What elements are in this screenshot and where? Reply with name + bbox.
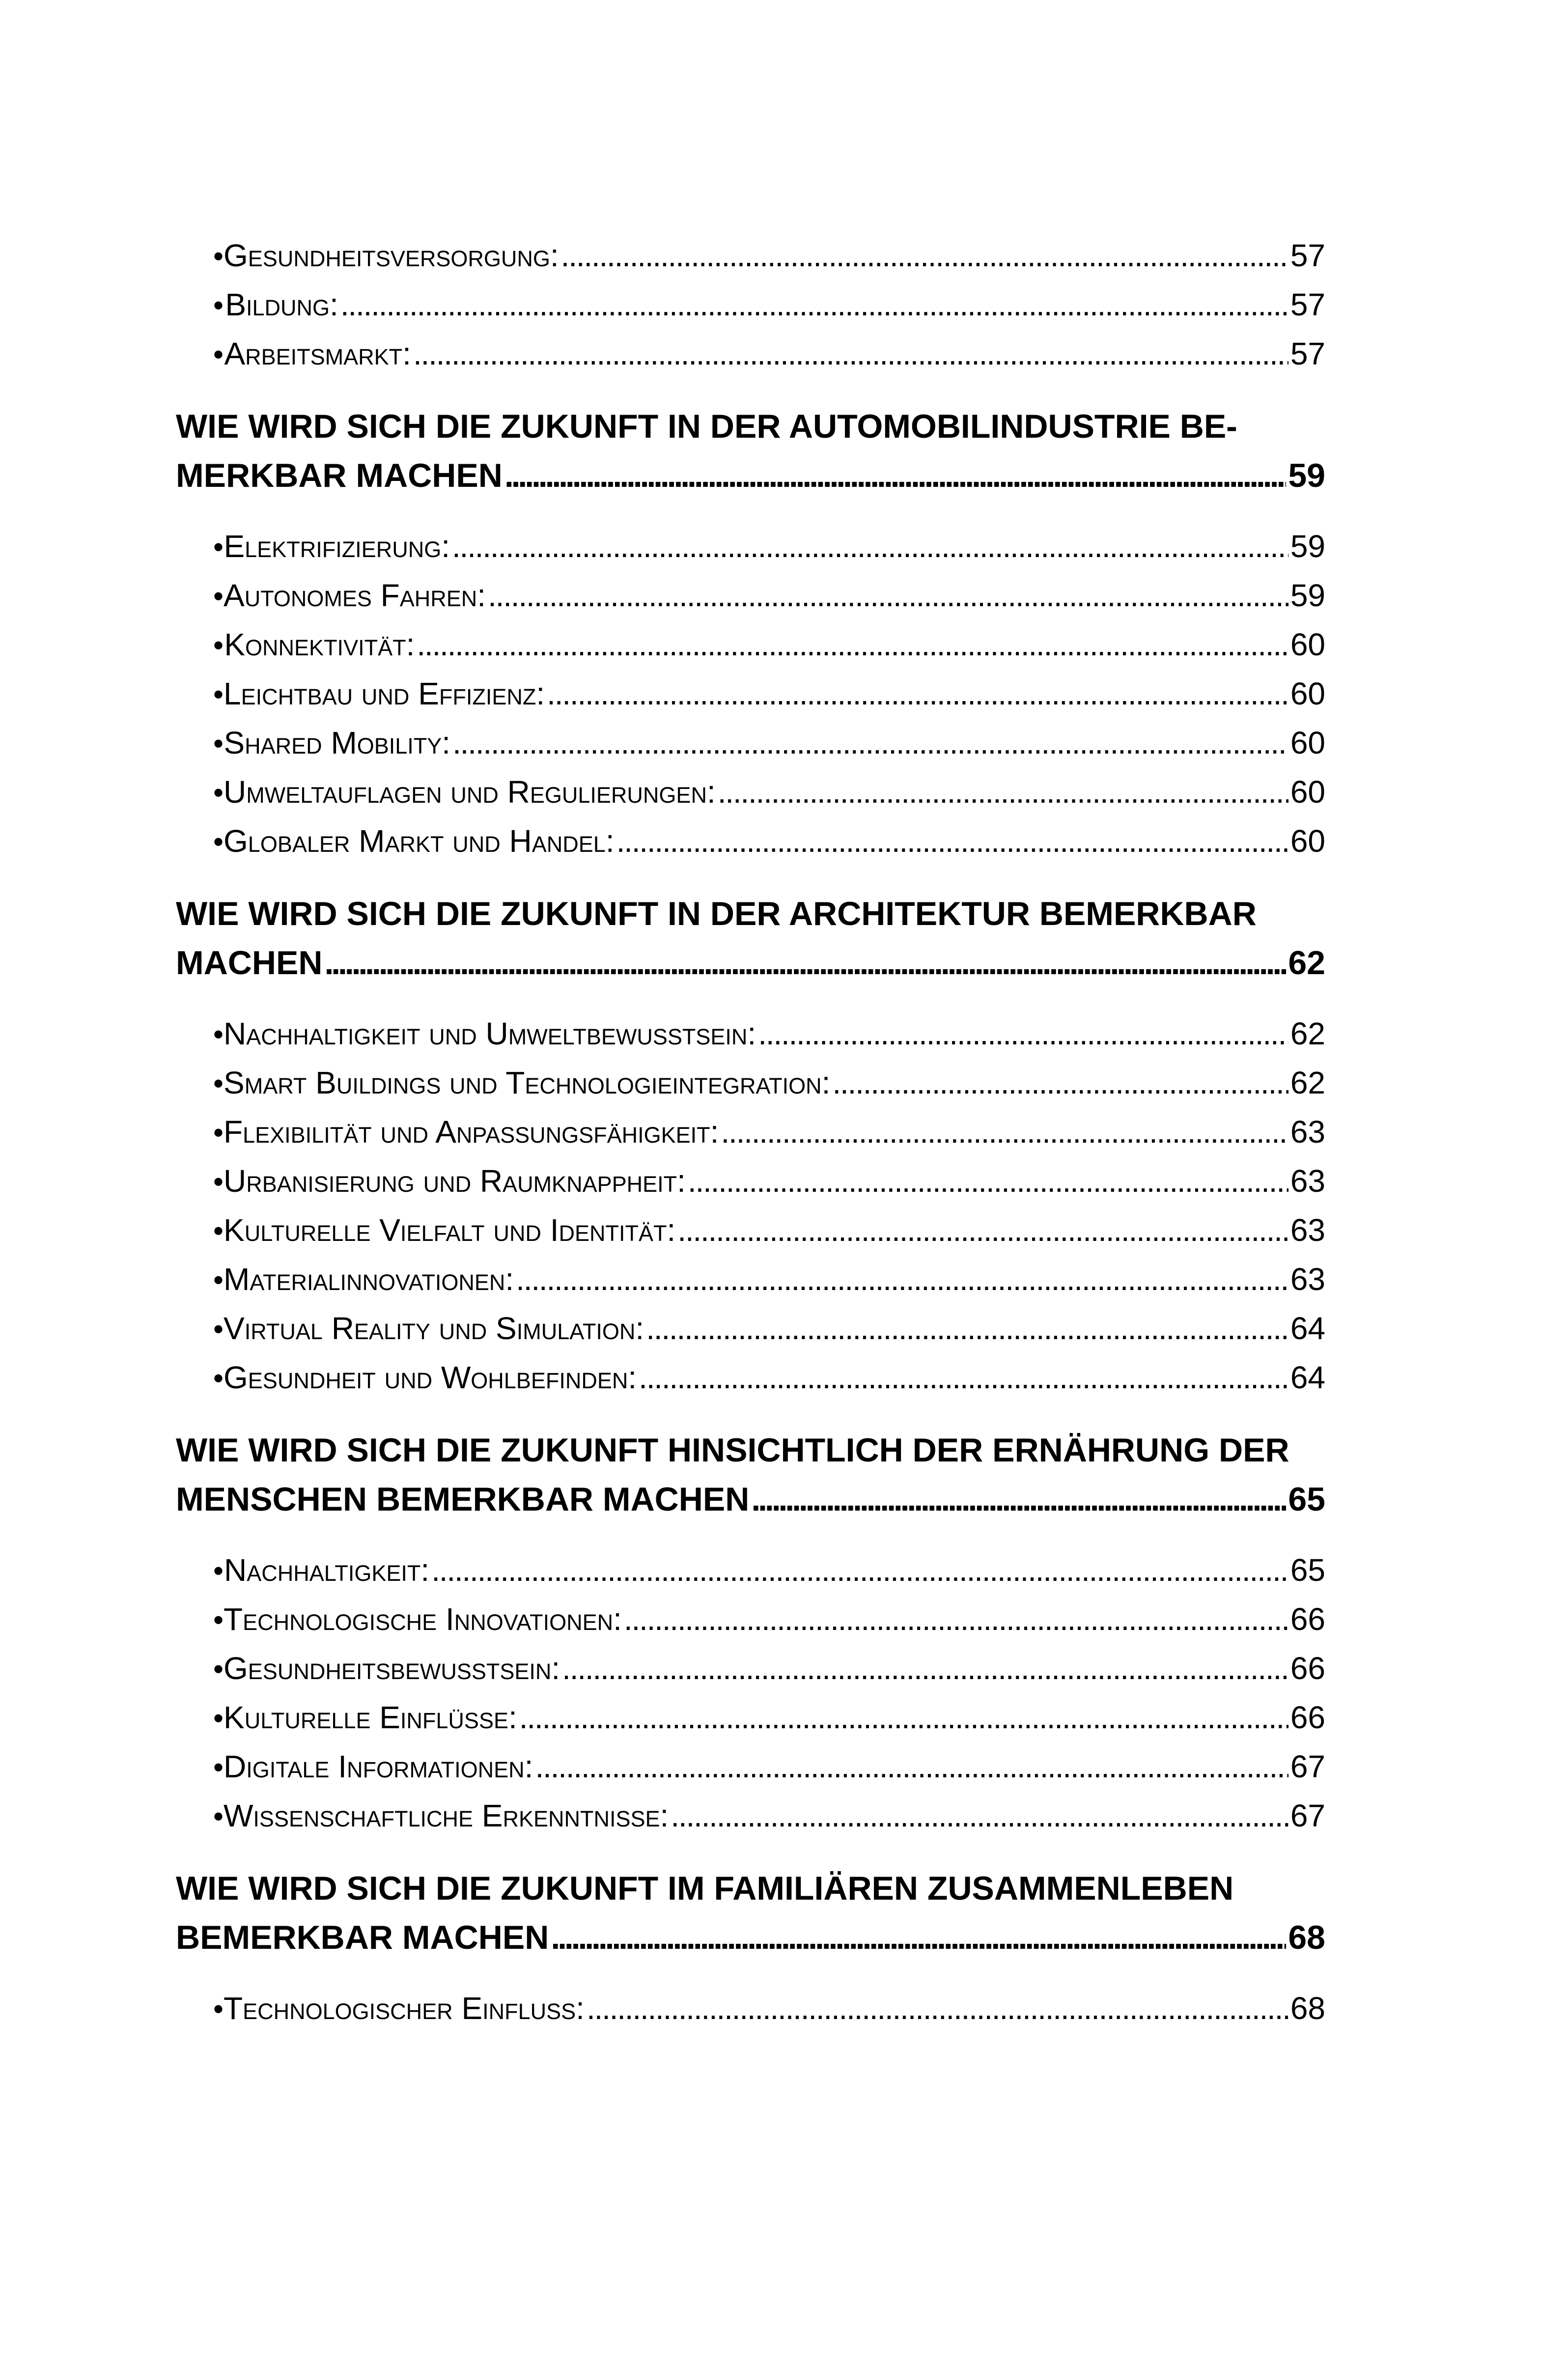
dot-leader	[452, 522, 1288, 571]
dot-leader	[646, 1304, 1288, 1353]
toc-sub-entry[interactable]	[176, 1742, 1325, 1791]
toc-sub-label: Kulturelle Einflüsse:	[224, 1700, 517, 1735]
toc-sub-label: Digitale Informationen:	[224, 1749, 533, 1784]
toc-sub-label: Leichtbau und Effizienz:	[224, 676, 545, 711]
dot-leader	[721, 1107, 1288, 1156]
toc-page-number: 67	[1290, 1798, 1325, 1833]
toc-sub-label: Bildung:	[225, 287, 338, 322]
toc-page-number: 63	[1290, 1114, 1325, 1150]
toc-sub-label: Gesundheitsbewusstsein:	[224, 1651, 560, 1686]
bullet-icon: •	[213, 338, 224, 371]
bullet-icon: •	[213, 727, 224, 760]
toc-page-number: 57	[1290, 238, 1325, 273]
toc-sub-label: Technologische Innovationen:	[224, 1601, 622, 1637]
bullet-icon: •	[213, 1313, 224, 1346]
dot-leader	[431, 1545, 1288, 1595]
toc-chapter-title-line2-row	[176, 1475, 1325, 1524]
bullet-icon: •	[213, 825, 224, 858]
dot-leader	[547, 669, 1288, 718]
bullet-icon: •	[213, 1116, 224, 1149]
toc-chapter-title-line2-row	[176, 1913, 1325, 1962]
dot-leader	[452, 718, 1288, 767]
bullet-icon: •	[213, 1653, 224, 1685]
toc-sub-label: Smart Buildings und Technologieintegration:	[224, 1065, 831, 1100]
bullet-icon: •	[213, 1993, 224, 2025]
dot-leader	[417, 620, 1288, 669]
toc-page-number: 59	[1290, 529, 1325, 564]
dot-leader	[718, 767, 1288, 816]
toc-sub-entry[interactable]	[176, 329, 1325, 378]
toc-sub-label: Elektrifizierung:	[224, 529, 450, 564]
bullet-icon: •	[213, 1603, 224, 1636]
toc-sub-label: Nachhaltigkeit und Umweltbewusstsein:	[224, 1016, 756, 1051]
dot-leader	[758, 1009, 1288, 1058]
toc-sub-entry[interactable]	[176, 816, 1325, 866]
toc-chapter-title-line2: BEMERKBAR MACHEN	[176, 1919, 549, 1956]
dot-leader	[751, 1475, 1286, 1524]
toc-chapter-title-line2: MENSCHEN BEMERKBAR MACHEN	[176, 1481, 750, 1518]
toc-page-number: 66	[1290, 1601, 1325, 1637]
toc-sub-label: Technologischer Einfluss:	[224, 1991, 585, 2026]
toc-sub-entry[interactable]	[176, 669, 1325, 718]
toc-sub-entry[interactable]	[176, 231, 1325, 280]
dot-leader	[516, 1255, 1288, 1304]
toc-sub-entry[interactable]	[176, 718, 1325, 767]
bullet-icon: •	[213, 1263, 224, 1296]
bullet-icon: •	[213, 240, 224, 273]
toc-chapter-title-line1: WIE WIRD SICH DIE ZUKUNFT IN DER AUTOMOBILINDUSTRIE BE-	[176, 408, 1237, 445]
bullet-icon: •	[213, 678, 224, 711]
dot-leader	[413, 329, 1288, 378]
toc-sub-entry[interactable]	[176, 1644, 1325, 1693]
toc-sub-entry[interactable]	[176, 1693, 1325, 1742]
dot-leader	[688, 1156, 1288, 1206]
bullet-icon: •	[213, 289, 224, 322]
bullet-icon: •	[213, 580, 224, 613]
dot-leader	[535, 1742, 1288, 1791]
toc-page-number: 64	[1290, 1360, 1325, 1395]
toc-page-number: 60	[1290, 774, 1325, 810]
toc-page-number: 66	[1290, 1651, 1325, 1686]
bullet-icon: •	[213, 1214, 224, 1247]
toc-sub-label: Shared Mobility:	[224, 725, 451, 760]
toc-chapter-title-line1: WIE WIRD SICH DIE ZUKUNFT HINSICHTLICH DER ERNÄHRUNG DER	[176, 1432, 1289, 1469]
toc-page-number: 57	[1290, 287, 1325, 322]
bullet-icon: •	[213, 1751, 224, 1784]
toc-sub-entry[interactable]	[176, 1156, 1325, 1206]
toc-page-number: 67	[1290, 1749, 1325, 1784]
toc-sub-label: Kulturelle Vielfalt und Identität:	[224, 1212, 676, 1248]
toc-sub-entry[interactable]	[176, 1304, 1325, 1353]
toc-chapter-entry[interactable]	[176, 889, 1325, 987]
toc-sub-entry[interactable]	[176, 1058, 1325, 1107]
toc-sub-entry[interactable]	[176, 620, 1325, 669]
dot-leader	[677, 1206, 1288, 1255]
toc-page-number: 63	[1290, 1163, 1325, 1199]
toc-sub-entry[interactable]	[176, 522, 1325, 571]
toc-chapter-title-line1: WIE WIRD SICH DIE ZUKUNFT IM FAMILIÄREN ZUSAMMENLEBEN	[176, 1870, 1234, 1907]
toc-sub-label: Nachhaltigkeit:	[224, 1552, 430, 1588]
toc-sub-entry[interactable]	[176, 1107, 1325, 1156]
toc-sub-label: Flexibilität und Anpassungsfähigkeit:	[224, 1114, 719, 1150]
toc-page-number: 68	[1288, 1919, 1325, 1956]
toc-chapter-title-line2: MERKBAR MACHEN	[176, 457, 503, 494]
bullet-icon: •	[213, 1362, 224, 1395]
toc-sub-entry[interactable]	[176, 1255, 1325, 1304]
toc-sub-label: Autonomes Fahren:	[224, 578, 486, 613]
bullet-icon: •	[213, 1165, 224, 1198]
toc-chapter-title-line2: MACHEN	[176, 944, 323, 982]
toc-sub-entry[interactable]	[176, 1009, 1325, 1058]
toc-page-number: 62	[1290, 1065, 1325, 1100]
toc-chapter-entry[interactable]	[176, 1426, 1325, 1524]
toc-sub-entry[interactable]	[176, 1545, 1325, 1595]
dot-leader	[624, 1595, 1288, 1644]
dot-leader	[561, 231, 1288, 280]
toc-chapter-entry[interactable]	[176, 1864, 1325, 1962]
toc-sub-label: Gesundheitsversorgung:	[224, 238, 559, 273]
toc-page-number: 65	[1288, 1481, 1325, 1518]
bullet-icon: •	[213, 531, 224, 563]
dot-leader	[324, 938, 1286, 987]
bullet-icon: •	[213, 629, 224, 662]
toc-sub-entry[interactable]	[176, 571, 1325, 620]
dot-leader	[616, 816, 1288, 866]
toc-sub-label: Umweltauflagen und Regulierungen:	[224, 774, 716, 810]
toc-chapter-entry[interactable]	[176, 402, 1325, 500]
toc-page-number: 60	[1290, 627, 1325, 662]
toc-page-number: 65	[1290, 1552, 1325, 1588]
toc-chapter-title-line1: WIE WIRD SICH DIE ZUKUNFT IN DER ARCHITEKTUR BEMERKBAR	[176, 895, 1257, 932]
toc-sub-label: Gesundheit und Wohlbefinden:	[224, 1360, 637, 1395]
toc-chapter-title-line2-row	[176, 451, 1325, 500]
toc-sub-entry[interactable]	[176, 767, 1325, 816]
bullet-icon: •	[213, 776, 224, 809]
toc-sub-label: Konnektivität:	[224, 627, 415, 662]
toc-page-number: 60	[1290, 676, 1325, 711]
dot-leader	[832, 1058, 1288, 1107]
dot-leader	[639, 1353, 1288, 1402]
toc-sub-entry[interactable]	[176, 1206, 1325, 1255]
bullet-icon: •	[213, 1067, 224, 1100]
toc-page-number: 63	[1290, 1212, 1325, 1248]
toc-page-number: 60	[1290, 725, 1325, 760]
toc-sub-label: Urbanisierung und Raumknappheit:	[224, 1163, 686, 1199]
toc-sub-label: Materialinnovationen:	[224, 1262, 514, 1297]
toc-sub-entry[interactable]	[176, 1595, 1325, 1644]
bullet-icon: •	[213, 1018, 224, 1051]
dot-leader	[519, 1693, 1288, 1742]
toc-sub-label: Wissenschaftliche Erkenntnisse:	[224, 1798, 669, 1833]
table-of-contents	[176, 231, 1325, 2033]
toc-sub-label: Virtual Reality und Simulation:	[224, 1311, 644, 1346]
dot-leader	[488, 571, 1288, 620]
toc-page-number: 66	[1290, 1700, 1325, 1735]
dot-leader	[587, 1984, 1288, 2033]
toc-sub-entry[interactable]	[176, 1791, 1325, 1840]
dot-leader	[671, 1791, 1288, 1840]
toc-page-number: 62	[1288, 944, 1325, 982]
bullet-icon: •	[213, 1554, 224, 1587]
bullet-icon: •	[213, 1702, 224, 1735]
toc-page-number: 59	[1290, 578, 1325, 613]
bullet-icon: •	[213, 1800, 224, 1833]
toc-chapter-title-line2-row	[176, 938, 1325, 987]
toc-sub-entry[interactable]	[176, 1984, 1325, 2033]
dot-leader	[551, 1913, 1286, 1962]
dot-leader	[504, 451, 1287, 500]
toc-page-number: 64	[1290, 1311, 1325, 1346]
toc-page-number: 59	[1288, 457, 1325, 494]
toc-sub-label: Arbeitsmarkt:	[224, 336, 411, 371]
dot-leader	[340, 280, 1288, 329]
toc-page-number: 68	[1290, 1991, 1325, 2026]
toc-page-number: 62	[1290, 1016, 1325, 1051]
toc-sub-entry[interactable]	[176, 1353, 1325, 1402]
toc-page-number: 60	[1290, 823, 1325, 859]
dot-leader	[562, 1644, 1288, 1693]
toc-sub-entry[interactable]	[176, 280, 1325, 329]
toc-page-number: 57	[1290, 336, 1325, 371]
toc-sub-label: Globaler Markt und Handel:	[224, 823, 615, 859]
toc-page-number: 63	[1290, 1262, 1325, 1297]
